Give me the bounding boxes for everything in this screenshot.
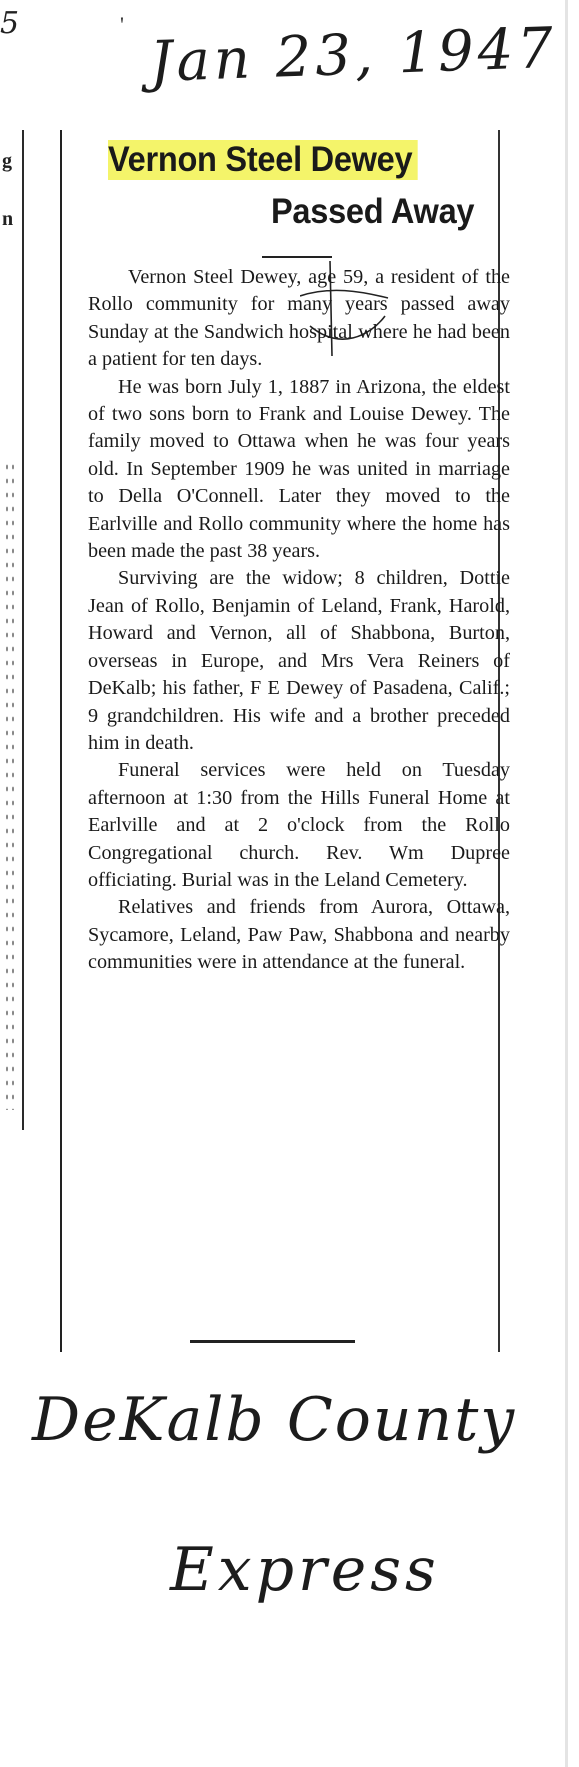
fragment-letter: g	[2, 150, 12, 172]
adjacent-column-fragment	[0, 130, 24, 1130]
page-edge	[565, 0, 568, 1767]
article-paragraph: He was born July 1, 1887 in Arizona, the eldest of two sons born to Frank and Louise Dewey. The family moved to Ottawa when he was four years old. In September 1909 he was united in marriage to Della O'Connell. Later they moved to the Earlville and Rollo community where the home has been made the past 38 years.	[88, 375, 510, 563]
end-rule	[190, 1340, 355, 1343]
article-paragraph: Relatives and friends from Aurora, Ottawa, Sycamore, Leland, Paw Paw, Shabbona and nearby communities were in attendance at the funeral.	[88, 896, 510, 974]
obituary-body	[88, 264, 510, 977]
corner-mark: 5	[0, 6, 20, 41]
article-paragraph: Vernon Steel Dewey, age 59, a resident of the Rollo community for many years passed away Sunday at the Sandwich hospital where he had been a patient for ten days.	[88, 266, 510, 371]
headline-line-2: Passed Away	[271, 192, 475, 231]
article-paragraph: Funeral services were held on Tuesday afternoon at 1:30 from the Hills Funeral Home at Earlville and at 2 o'clock from the Rollo Congregational church. Rev. Wm Dupree officiating. Burial was in the Leland Cemetery.	[88, 759, 510, 891]
tick-mark: '	[120, 12, 124, 37]
headline-line-1: Vernon Steel Dewey	[108, 140, 418, 180]
handwritten-source-line-1: DeKalb County	[32, 1385, 517, 1455]
handwritten-date: Jan 23, 1947	[148, 15, 558, 95]
article-paragraph: Surviving are the widow; 8 children, Dottie Jean of Rollo, Benjamin of Leland, Frank, Harold, Howard and Vernon, all of Shabbona, Burton, overseas in Europe, and Mrs Vera Reiners of DeKalb; his father, F E Dewey of Pasadena, Calif.; 9 grandchildren. His wife and a brother preceded him in death.	[88, 567, 510, 754]
fragment-print-dots	[4, 460, 16, 1110]
fragment-letter: n	[2, 208, 14, 230]
handwritten-source-line-2: Express	[170, 1535, 440, 1605]
